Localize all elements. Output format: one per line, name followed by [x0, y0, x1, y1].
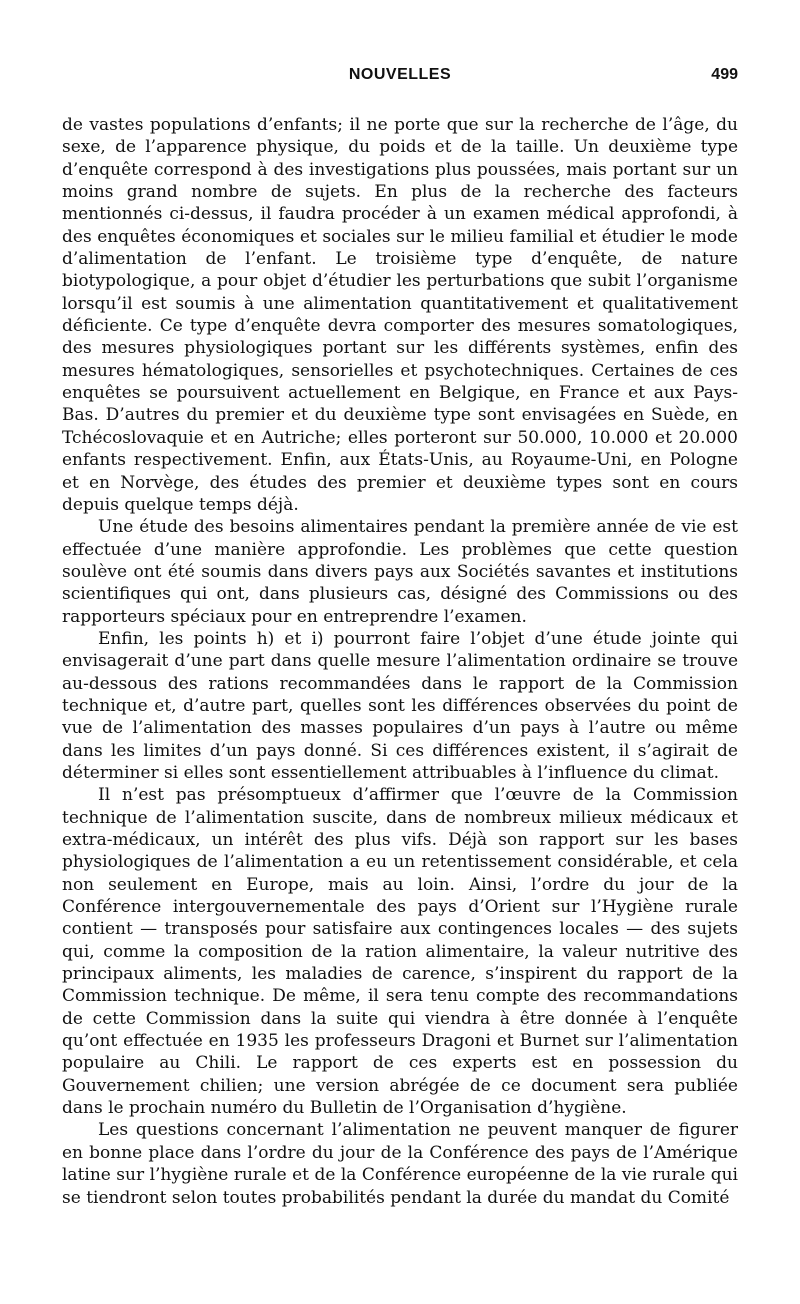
paragraph: Une étude des besoins alimentaires pendant la première année de vie est effectuée d’une manière approfondie. Les problèmes que cette question soulève ont été soumis dans divers pays aux Sociétés savantes et institutions scientifiques qui ont, dans plusieurs cas, désigné des Commissions ou des rapporteurs spéciaux pour en entreprendre l’examen.: [62, 517, 738, 627]
body-text: [62, 114, 738, 1209]
paragraph: Enfin, les points h) et i) pourront faire l’objet d’une étude jointe qui envisagerait d’une part dans quelle mesure l’alimentation ordinaire se trouve au-dessous des rations recommandées dans le rapport de la Commission technique et, d’autre part, quelles sont les différences observées du point de vue de l’alimentation des masses populaires d’un pays à l’autre ou même dans les limites d’un pays donné. Si ces différences existent, il s’agirait de déterminer si elles sont essentiellement attribuables à l’influence du climat.: [62, 628, 738, 783]
page-number: 499: [711, 66, 738, 83]
paragraph: Il n’est pas présomptueux d’affirmer que l’œuvre de la Commission technique de l’alimentation suscite, dans de nombreux milieux médicaux et extra-médicaux, un intérêt des plus vifs. Déjà son rapport sur les bases physiologiques de l’alimentation a eu un retentissement considérable, et cela non seulement en Europe, mais au loin. Ainsi, l’ordre du jour de la Conférence intergouvernementale des pays d’Orient sur l’Hygiène rurale contient — transposés pour satisfaire aux contingences locales — des sujets qui, comme la composition de la ration alimentaire, la valeur nutritive des principaux aliments, les maladies de carence, s’inspirent du rapport de la Commission technique. De même, il sera tenu compte des recommandations de cette Commission dans la suite qui viendra à être donnée à l’enquête qu’ont effectuée en 1935 les professeurs Dragoni et Burnet sur l’alimentation populaire au Chili. Le rapport de ces experts est en possession du Gouvernement chilien; une version abrégée de ce document sera publiée dans le prochain numéro du Bulletin de l’Organisation d’hygiène.: [62, 785, 738, 1119]
running-title: NOUVELLES: [348, 66, 452, 83]
page-header: [62, 66, 738, 90]
paragraph: Les questions concernant l’alimentation ne peuvent manquer de figurer en bonne place dans l’ordre du jour de la Conférence des pays de l’Amérique latine sur l’hygiène rurale et de la Conférence européenne de la vie rurale qui se tiendront selon toutes probabilités pendant la durée du mandat du Comité: [62, 1120, 738, 1208]
paragraph-continued: de vastes populations d’enfants; il ne porte que sur la recherche de l’âge, du sexe, de l’apparence physique, du poids et de la taille. Un deuxième type d’enquête correspond à des investigations plus poussées, mais portant sur un moins grand nombre de sujets. En plus de la recherche des facteurs mentionnés ci-dessus, il faudra procéder à un examen médical approfondi, à des enquêtes économiques et sociales sur le milieu familial et étudier le mode d’alimentation de l’enfant. Le troisième type d’enquête, de nature biotypologique, a pour objet d’étudier les perturbations que subit l’organisme lorsqu’il est soumis à une alimentation quantitativement et qualitativement déficiente. Ce type d’enquête devra comporter des mesures somatologiques, des mesures physiologiques portant sur les différents systèmes, enfin des mesures hématologiques, sensorielles et psychotechniques. Certaines de ces enquêtes se poursuivent actuellement en Belgique, en France et aux Pays-Bas. D’autres du premier et du deuxième type sont envisagées en Suède, en Tchécoslovaquie et en Autriche; elles porteront sur 50.000, 10.000 et 20.000 enfants respectivement. Enfin, aux États-Unis, au Royaume-Uni, en Pologne et en Norvège, des études des premier et deuxième types sont en cours depuis quelque temps déjà.: [62, 115, 738, 515]
